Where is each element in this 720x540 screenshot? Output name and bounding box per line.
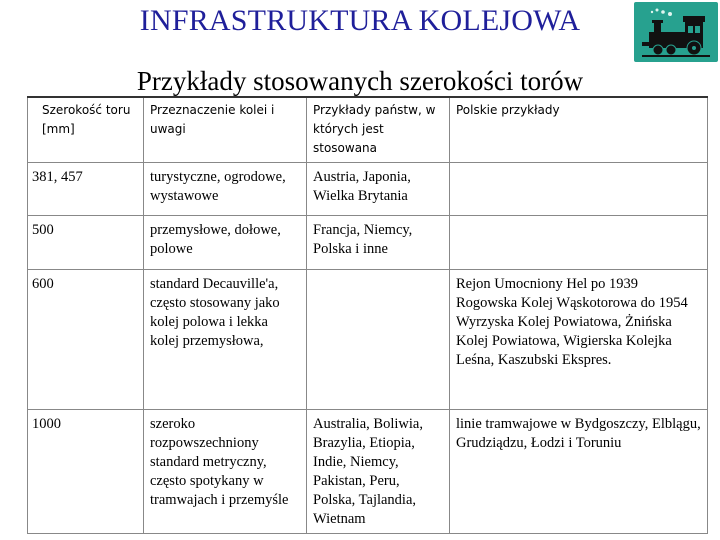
header-countries: Przykłady państw, w których jest stosowana	[307, 97, 450, 163]
table-row	[28, 216, 708, 270]
table-header-row	[28, 97, 708, 163]
header-gauge-width: Szerokość toru [mm]	[28, 97, 144, 163]
cell-purpose: standard Decauville'a, często stosowany jako kolej polowa i lekka kolej przemysłowa,	[144, 270, 307, 410]
cell-countries: Austria, Japonia, Wielka Brytania	[307, 163, 450, 216]
cell-countries: Francja, Niemcy, Polska i inne	[307, 216, 450, 270]
header-purpose: Przeznaczenie kolei i uwagi	[144, 97, 307, 163]
cell-gauge-width: 381, 457	[28, 163, 144, 216]
header-polish-examples: Polskie przykłady	[450, 97, 708, 163]
cell-countries: Australia, Boliwia, Brazylia, Etiopia, Indie, Niemcy, Pakistan, Peru, Polska, Tajlandia, Wietnam	[307, 410, 450, 534]
cell-polish-examples	[450, 216, 708, 270]
cell-polish-examples	[450, 163, 708, 216]
cell-gauge-width: 600	[28, 270, 144, 410]
cell-purpose: szeroko rozpowszechniony standard metryczny, często spotykany w tramwajach i przemyśle	[144, 410, 307, 534]
page-subtitle: Przykłady stosowanych szerokości torów	[136, 66, 584, 96]
table-row	[28, 410, 708, 534]
cell-polish-examples: linie tramwajowe w Bydgoszczy, Elblągu, Grudziądzu, Łodzi i Toruniu	[450, 410, 708, 534]
cell-gauge-width: 500	[28, 216, 144, 270]
cell-purpose: turystyczne, ogrodowe, wystawowe	[144, 163, 307, 216]
gauge-table	[27, 96, 708, 534]
locomotive-logo	[634, 2, 718, 62]
locomotive-icon	[634, 2, 718, 62]
cell-countries	[307, 270, 450, 410]
table-row	[28, 270, 708, 410]
table-row	[28, 163, 708, 216]
cell-polish-examples: Rejon Umocniony Hel po 1939 Rogowska Kolej Wąskotorowa do 1954 Wyrzyska Kolej Powiatowa, Żnińska Kolej Powiatowa, Wigierska Kolejka Leśna, Kaszubski Ekspres.	[450, 270, 708, 410]
page-title: INFRASTRUKTURA KOLEJOWA	[139, 4, 581, 37]
cell-gauge-width: 1000	[28, 410, 144, 534]
cell-purpose: przemysłowe, dołowe, polowe	[144, 216, 307, 270]
